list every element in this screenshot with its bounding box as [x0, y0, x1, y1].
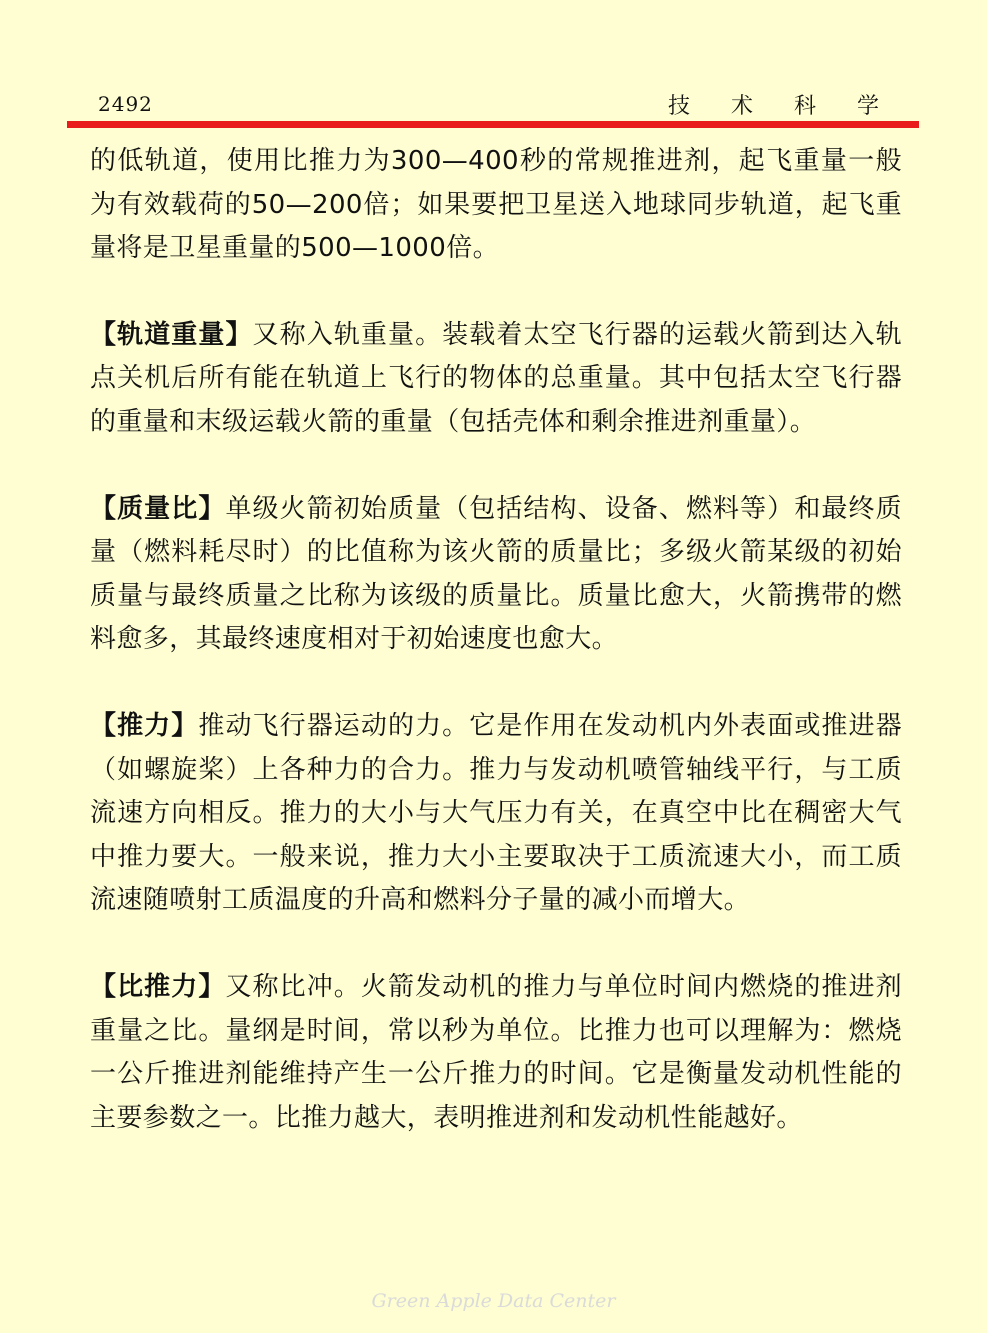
header-rule — [67, 121, 919, 128]
entry-specific-impulse — [90, 966, 902, 1140]
page-number: 2492 — [98, 92, 153, 116]
entry-thrust — [90, 705, 902, 923]
paragraph-continued — [90, 140, 902, 271]
entry-term: 【推力】 — [90, 710, 199, 741]
page-body — [90, 140, 902, 1183]
entry-orbital-weight — [90, 314, 902, 445]
entry-term: 【质量比】 — [90, 493, 226, 524]
entry-definition: 单级火箭初始质量（包括结构、设备、燃料等）和最终质量（燃料耗尽时）的比值称为该火箭的质量比；多级火箭某级的初始质量与最终质量之比称为该级的质量比。质量比愈大，火箭携带的燃料愈多，其最终速度相对于初始速度也愈大。 — [90, 493, 902, 655]
entry-definition: 又称比冲。火箭发动机的推力与单位时间内燃烧的推进剂重量之比。量纲是时间，常以秒为单位。比推力也可以理解为：燃烧一公斤推进剂能维持产生一公斤推力的时间。它是衡量发动机性能的主要参数之一。比推力越大，表明推进剂和发动机性能越好。 — [90, 971, 902, 1133]
entry-mass-ratio — [90, 488, 902, 662]
entry-definition: 推动飞行器运动的力。它是作用在发动机内外表面或推进器（如螺旋桨）上各种力的合力。推力与发动机喷管轴线平行，与工质流速方向相反。推力的大小与大气压力有关，在真空中比在稠密大气中推力要大。一般来说，推力大小主要取决于工质流速大小，而工质流速随喷射工质温度的升高和燃料分子量的减小而增大。 — [90, 710, 902, 916]
entry-term: 【轨道重量】 — [90, 319, 253, 350]
paragraph-text: 的低轨道，使用比推力为300—400秒的常规推进剂，起飞重量一般为有效载荷的50—200倍；如果要把卫星送入地球同步轨道，起飞重量将是卫星重量的500—1000倍。 — [90, 146, 902, 264]
entry-definition: 又称入轨重量。装载着太空飞行器的运载火箭到达入轨点关机后所有能在轨道上飞行的物体的总重量。其中包括太空飞行器的重量和末级运载火箭的重量（包括壳体和剩余推进剂重量）。 — [90, 319, 902, 437]
entry-term: 【比推力】 — [90, 971, 226, 1002]
page-header — [90, 84, 900, 120]
watermark-text: Green Apple Data Center — [371, 1290, 616, 1312]
section-title: 技 术 科 学 — [668, 94, 896, 119]
